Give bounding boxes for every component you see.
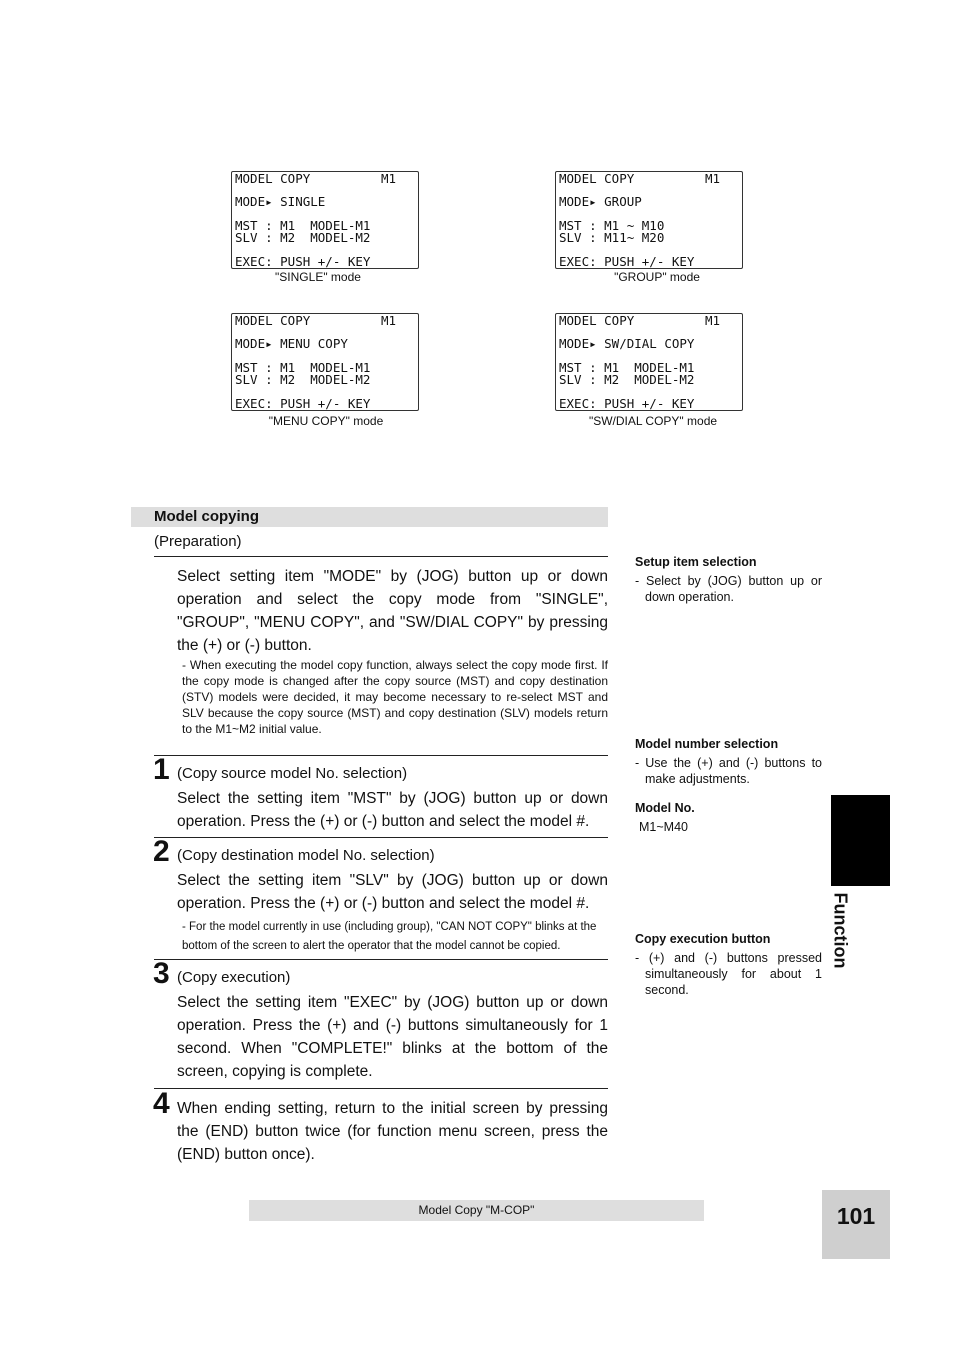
lcd-mst: MST : M1 ~ M10	[559, 218, 665, 233]
divider	[154, 755, 608, 756]
divider	[154, 1088, 608, 1089]
screen-caption: "SINGLE" mode	[275, 270, 361, 284]
lcd-exec: EXEC: PUSH +/- KEY	[559, 396, 695, 411]
lcd-model: M1	[704, 171, 720, 186]
page-number: 101	[836, 1203, 876, 1229]
lcd-model: M1	[380, 171, 396, 186]
lcd-mst: MST : M1 MODEL-M1	[235, 360, 371, 375]
side-text	[639, 819, 826, 835]
screen-caption: "GROUP" mode	[614, 270, 700, 284]
preparation-label: (Preparation)	[154, 533, 242, 550]
step-subtitle: (Copy destination model No. selection)	[177, 847, 435, 864]
step-text: Select the setting item "MST" by (JOG) button up or down operation. Press the (+) or (-) button and select the model #.	[177, 790, 608, 830]
lcd-model: M1	[704, 313, 720, 328]
lcd-slv: SLV : M2 MODEL-M2	[559, 372, 695, 387]
step-subtitle: (Copy source model No. selection)	[177, 765, 408, 782]
preparation-note: - When executing the model copy function, always select the copy mode first. If the copy mode is changed after the copy source (MST) and copy destination (STV) models were decided, it may become necessary to re-select MST and SLV because the copy source (MST) and copy destination (SLV) models return to the M1~M2 initial value.	[182, 658, 608, 736]
step-text	[177, 1097, 608, 1166]
lcd-mst: MST : M1 MODEL-M1	[235, 218, 371, 233]
lcd-mode: MODE▸ SW/DIAL COPY	[559, 336, 695, 351]
lcd-mode: MODE▸ MENU COPY	[235, 336, 348, 351]
side-heading: Model number selection	[635, 737, 779, 751]
function-tab-label: Function	[830, 892, 851, 969]
step-text: Select the setting item "SLV" by (JOG) button up or down operation. Press the (+) or (-) button and select the model #.	[177, 872, 608, 912]
step-number: 1	[153, 753, 170, 786]
side-text-content: - (+) and (-) buttons pressed simultaneously for about 1 second.	[635, 951, 822, 997]
divider	[154, 556, 608, 557]
lcd-title: MODEL COPY	[235, 171, 311, 186]
lcd-slv: SLV : M2 MODEL-M2	[235, 230, 371, 245]
step-number: 2	[153, 835, 170, 868]
lcd-screen-single	[231, 171, 419, 269]
step-number: 3	[153, 957, 170, 990]
footer-text: Model Copy "M-COP"	[418, 1203, 535, 1217]
step-text-content: When ending setting, return to the initial screen by pressing the (END) button twice (for function menu screen, press the (END) button once).	[177, 1100, 608, 1163]
lcd-title: MODEL COPY	[559, 313, 635, 328]
screen-caption: "MENU COPY" mode	[268, 414, 384, 428]
lcd-exec: EXEC: PUSH +/- KEY	[559, 254, 695, 269]
side-heading: Copy execution button	[635, 932, 771, 946]
lcd-mode: MODE▸ SINGLE	[235, 194, 326, 209]
lcd-mode: MODE▸ GROUP	[559, 194, 642, 209]
divider	[154, 959, 608, 960]
side-text-content: M1~M40	[639, 820, 688, 834]
lcd-slv: SLV : M2 MODEL-M2	[235, 372, 371, 387]
lcd-title: MODEL COPY	[559, 171, 635, 186]
lcd-title: MODEL COPY	[235, 313, 311, 328]
side-text-content: - Select by (JOG) button up or down operation.	[635, 574, 822, 604]
side-heading: Setup item selection	[635, 555, 757, 569]
divider	[154, 837, 608, 838]
lcd-screen-group	[555, 171, 743, 269]
section-title: Model copying	[154, 508, 259, 525]
step-number: 4	[153, 1087, 170, 1120]
lcd-exec: EXEC: PUSH +/- KEY	[235, 254, 371, 269]
lcd-mst: MST : M1 MODEL-M1	[559, 360, 695, 375]
lcd-slv: SLV : M11~ M20	[559, 230, 665, 245]
side-text	[635, 755, 822, 787]
side-text-content: - Use the (+) and (-) buttons to make adjustments.	[635, 756, 822, 786]
lcd-screen-menu-copy	[231, 313, 419, 411]
step-subtitle: (Copy execution)	[177, 969, 291, 986]
screen-caption: "SW/DIAL COPY" mode	[588, 414, 718, 428]
side-heading: Model No.	[635, 801, 695, 815]
step-text: Select the setting item "EXEC" by (JOG) button up or down operation. Press the (+) and (-) buttons simultaneously for 1 second. When "COMPLETE!" blinks at the bottom of the screen, copying is complete.	[177, 994, 608, 1080]
lcd-model: M1	[380, 313, 396, 328]
lcd-exec: EXEC: PUSH +/- KEY	[235, 396, 371, 411]
step-note: - For the model currently in use (including group), "CAN NOT COPY" blinks at the bottom of the screen to alert the operator that the model cannot be copied.	[182, 921, 597, 952]
function-tab	[831, 795, 890, 886]
lcd-screen-sw-dial-copy	[555, 313, 743, 411]
side-text	[635, 573, 822, 605]
preparation-text: Select setting item "MODE" by (JOG) button up or down operation and select the copy mode from "SINGLE", "GROUP", "MENU COPY", and "SW/DIAL COPY" by pressing the (+) or (-) button.	[177, 568, 608, 654]
side-text	[635, 950, 822, 998]
